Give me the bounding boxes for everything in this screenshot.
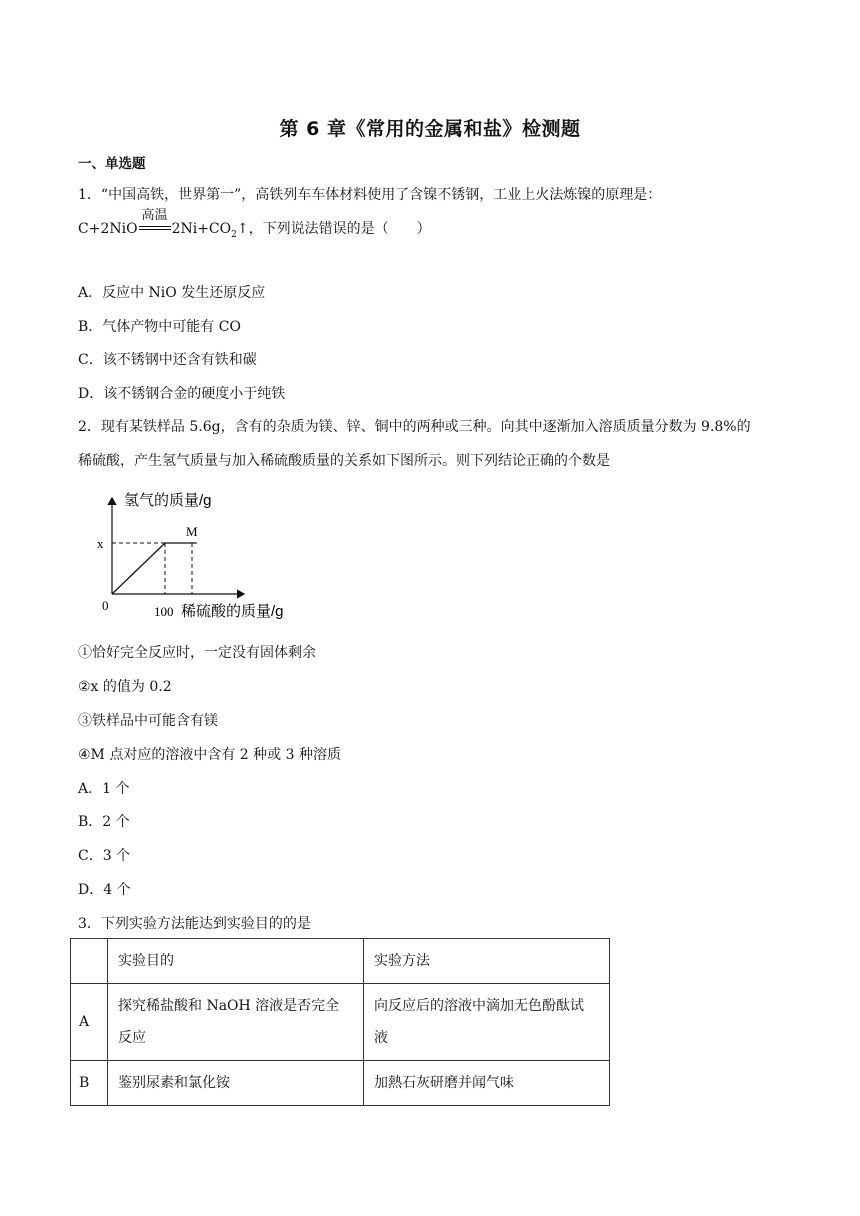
q1-option-b: B．气体产物中可能有 CO xyxy=(78,319,241,335)
eq-left: C+2NiO xyxy=(78,221,138,237)
table-header-row xyxy=(71,939,610,984)
q2-statement-1: ①恰好完全反应时，一定没有固体剩余 xyxy=(78,645,316,661)
q2-option-b: B．2 个 xyxy=(78,814,130,830)
method-line: 液 xyxy=(374,1030,388,1046)
origin-label: 0 xyxy=(102,598,109,613)
section-heading: 一、单选题 xyxy=(78,156,146,172)
eq-condition-text: 高温 xyxy=(141,208,168,223)
eq-condition xyxy=(138,208,172,234)
point-m-label: M xyxy=(186,524,198,539)
table-header-cell: 实验目的 xyxy=(108,939,364,984)
hydrogen-mass-chart xyxy=(92,488,312,623)
method-line: 向反应后的溶液中滴加无色酚酞试 xyxy=(374,998,584,1014)
page-title: 第 6 章《常用的金属和盐》检测题 xyxy=(279,118,581,140)
table-header-cell xyxy=(71,939,108,984)
q1-option-d: D．该不锈钢合金的硬度小于纯铁 xyxy=(78,386,286,402)
row-method xyxy=(364,984,610,1061)
eq-bar-bottom xyxy=(139,229,171,230)
row-aim xyxy=(108,984,364,1061)
q1-stem: 1．“中国高铁，世界第一”，高铁列车车体材料使用了含镍不锈钢，工业上火法炼镍的原理是： xyxy=(78,187,662,203)
q2-option-a: A．1 个 xyxy=(78,781,130,797)
eq-right: 2Ni+CO xyxy=(171,221,232,237)
series-line xyxy=(112,543,197,594)
row-label: B xyxy=(71,1061,108,1106)
y-axis-label: 氢气的质量/g xyxy=(124,492,212,509)
aim-line: 探究稀盐酸和 NaOH 溶液是否完全 xyxy=(118,998,340,1014)
table-row xyxy=(71,1061,610,1106)
q2-statement-2: ②x 的值为 0.2 xyxy=(78,679,172,695)
q2-stem-line2: 稀硫酸，产生氢气质量与加入稀硫酸质量的关系如下图所示。则下列结论正确的个数是 xyxy=(78,453,610,469)
row-method: 加熱石灰研磨并闻气味 xyxy=(364,1061,610,1106)
row-aim: 鉴别尿素和氯化铵 xyxy=(108,1061,364,1106)
gas-arrow-icon: ↑ xyxy=(236,221,249,237)
x-tick-label: 100 xyxy=(154,604,174,619)
q1-option-a: A．反应中 NiO 发生还原反应 xyxy=(78,285,266,301)
eq-subscript: 2 xyxy=(231,229,237,240)
x-axis-label: 稀硫酸的质量/g xyxy=(181,603,284,620)
q2-statement-4: ④M 点对应的溶液中含有 2 种或 3 种溶质 xyxy=(78,747,341,763)
table-row xyxy=(71,984,610,1061)
y-tick-label: x xyxy=(97,536,104,551)
q2-option-c: C．3 个 xyxy=(78,848,131,864)
eq-bar-top xyxy=(139,226,171,227)
row-label: A xyxy=(71,984,108,1061)
q2-stem-line1: 2．现有某铁样品 5.6g，含有的杂质为镁、锌、铜中的两种或三种。向其中逐渐加入溶质质量分数为 9.8%的 xyxy=(78,419,751,435)
experiment-table xyxy=(70,938,610,1106)
aim-line: 反应 xyxy=(118,1030,146,1046)
q3-stem: 3．下列实验方法能达到实验目的的是 xyxy=(78,916,311,932)
eq-tail: ，下列说法错误的是（ ） xyxy=(248,221,431,237)
q2-option-d: D．4 个 xyxy=(78,882,131,898)
q1-option-c: C．该不锈钢中还含有铁和碳 xyxy=(78,352,257,368)
q2-statement-3: ③铁样品中可能含有镁 xyxy=(78,713,218,729)
table-header-cell: 实验方法 xyxy=(364,939,610,984)
q1-equation xyxy=(78,208,431,240)
